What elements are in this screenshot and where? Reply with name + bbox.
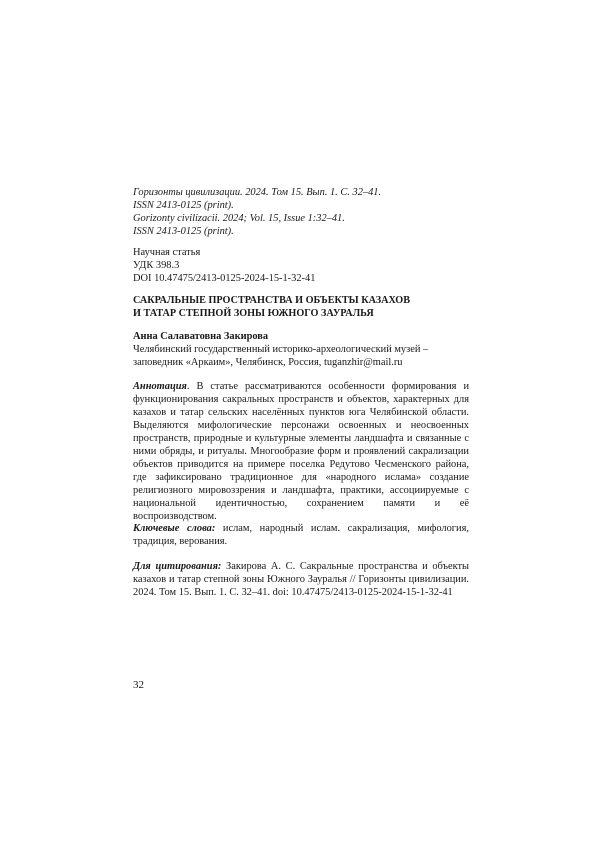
journal-info bbox=[133, 186, 469, 238]
article-title bbox=[133, 294, 469, 320]
author-affiliation bbox=[133, 343, 469, 369]
affiliation-line-1: Челябинский государственный историко-археологический музей – bbox=[133, 344, 429, 355]
keywords-label: Ключевые слова: bbox=[133, 523, 216, 534]
citation bbox=[133, 560, 469, 599]
udk-code: УДК 398.3 bbox=[133, 260, 180, 271]
author-name: Анна Салаватовна Закирова bbox=[133, 331, 269, 342]
abstract-label: Аннотация bbox=[133, 381, 187, 392]
citation-label: Для цитирования: bbox=[133, 561, 222, 572]
citation-text: Закирова А. С. Сакральные пространства и объекты казахов и татар степной зоны Южного Зауралья // Горизонты цивилизации. 2024. Том 15. Вып. 1. С. 32–41. doi: 10.47475/2413-0125-2024-15-1-32-41 bbox=[133, 561, 469, 598]
affiliation-line-2: заповедник «Аркаим», Челябинск, Россия, tuganzhir@mail.ru bbox=[133, 357, 403, 368]
article-type: Научная статья bbox=[133, 247, 201, 258]
keywords bbox=[133, 522, 469, 548]
keywords-text: ислам, народный ислам. сакрализация, мифология, традиция, верования. bbox=[133, 523, 469, 547]
journal-line-ru: Горизонты цивилизации. 2024. Том 15. Вып. 1. С. 32–41. bbox=[133, 187, 382, 198]
abstract-text: . В статье рассматриваются особенности формирования и функционирования сакральных пространств и объектов, характерных для казахов и татар сельских населённых пунктов юга Челябинской области. Выделяются мифологические персонажи освоенных и неосвоенных пространств, природные и культурные элементы ландшафта и связанные с ними обряды, и ритуалы. Многообразие форм и проявлений сакрализации объектов приводится на примере поселка Редутово Чесменского района, где зафиксировано традиционное для «народного ислама» создание религиозного мировоззрения и ландшафта, практики, ассоциируемые с национальной идентичностью, сохранением памяти и её воспроизводством. bbox=[133, 381, 469, 522]
doi: DOI 10.47475/2413-0125-2024-15-1-32-41 bbox=[133, 273, 316, 284]
journal-issn-ru: ISSN 2413-0125 (print). bbox=[133, 200, 234, 211]
title-line-1: САКРАЛЬНЫЕ ПРОСТРАНСТВА И ОБЪЕКТЫ КАЗАХОВ bbox=[133, 295, 411, 306]
abstract bbox=[133, 380, 469, 523]
journal-line-en: Gorizonty civilizacii. 2024; Vol. 15, Issue 1:32–41. bbox=[133, 213, 345, 224]
author-block bbox=[133, 330, 469, 369]
page-number: 32 bbox=[133, 679, 144, 691]
title-line-2: И ТАТАР СТЕПНОЙ ЗОНЫ ЮЖНОГО ЗАУРАЛЬЯ bbox=[133, 308, 374, 319]
article-meta bbox=[133, 246, 469, 285]
journal-issn-en: ISSN 2413-0125 (print). bbox=[133, 226, 234, 237]
